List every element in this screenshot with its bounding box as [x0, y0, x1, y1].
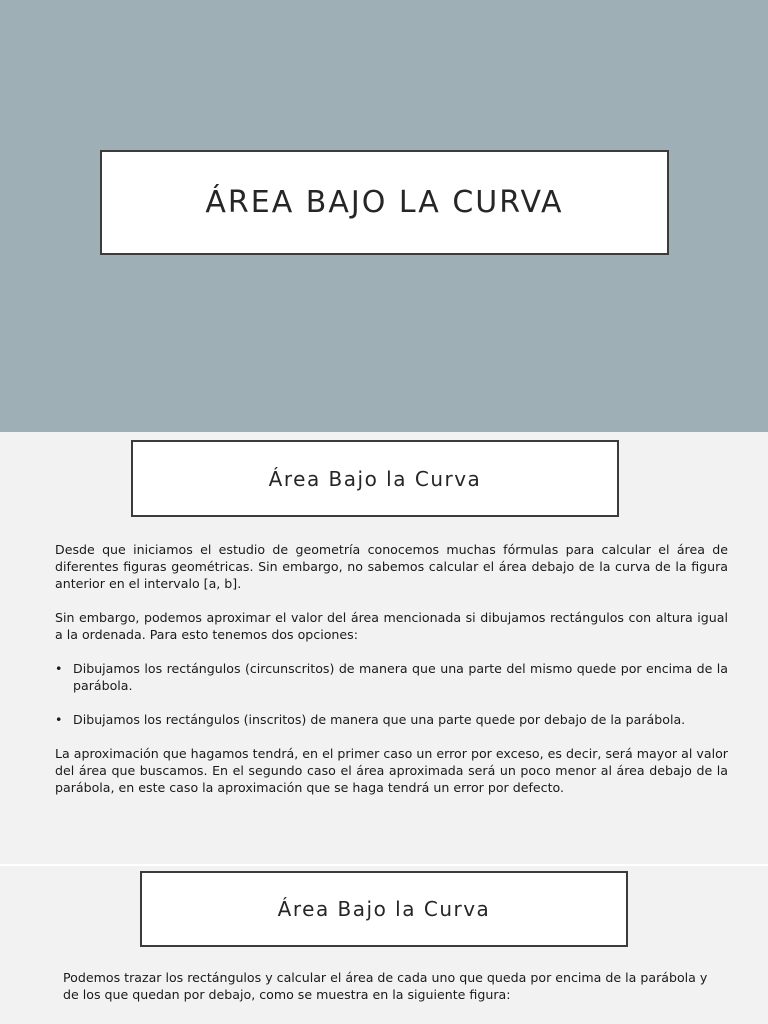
title-slide: [0, 0, 768, 432]
slide-body: [55, 541, 728, 813]
paragraph-intro: Desde que iniciamos el estudio de geometría conocemos muchas fórmulas para calcular el área de diferentes figuras geométricas. Sin embargo, no sabemos calcular el área debajo de la curva de la figura anterior en el intervalo [a, b].: [55, 542, 728, 591]
content-slide-1: [0, 432, 768, 864]
bullet-text: Dibujamos los rectángulos (inscritos) de manera que una parte quede por debajo de la parábola.: [73, 712, 686, 727]
slide-body: [63, 969, 723, 1020]
heading-box: [131, 440, 619, 517]
title-box: [100, 150, 669, 255]
content-slide-2: [0, 866, 768, 1024]
bullet-icon: •: [55, 661, 63, 676]
heading-box: [140, 871, 628, 947]
paragraph-approximation: Sin embargo, podemos aproximar el valor del área mencionada si dibujamos rectángulos con altura igual a la ordenada. Para esto tenemos dos opciones:: [55, 610, 728, 642]
slide-heading: Área Bajo la Curva: [277, 897, 491, 921]
slide-heading: Área Bajo la Curva: [268, 466, 482, 491]
bullet-text: Dibujamos los rectángulos (circunscritos) de manera que una parte del mismo quede por encima de la parábola.: [73, 661, 728, 693]
paragraph-error: La aproximación que hagamos tendrá, en el primer caso un error por exceso, es decir, será mayor al valor del área que buscamos. En el segundo caso el área aproximada será un poco menor al área debajo de la parábola, en este caso la aproximación que se haga tendrá un error por defecto.: [55, 746, 728, 795]
paragraph-rectangles: Podemos trazar los rectángulos y calcular el área de cada uno que queda por encima de la parábola y de los que quedan por debajo, como se muestra en la siguiente figura:: [63, 970, 708, 1002]
bullet-icon: •: [55, 712, 63, 727]
slide-title: ÁREA BAJO LA CURVA: [205, 185, 564, 220]
bullet-item: [55, 660, 728, 694]
bullet-item: [55, 711, 728, 728]
